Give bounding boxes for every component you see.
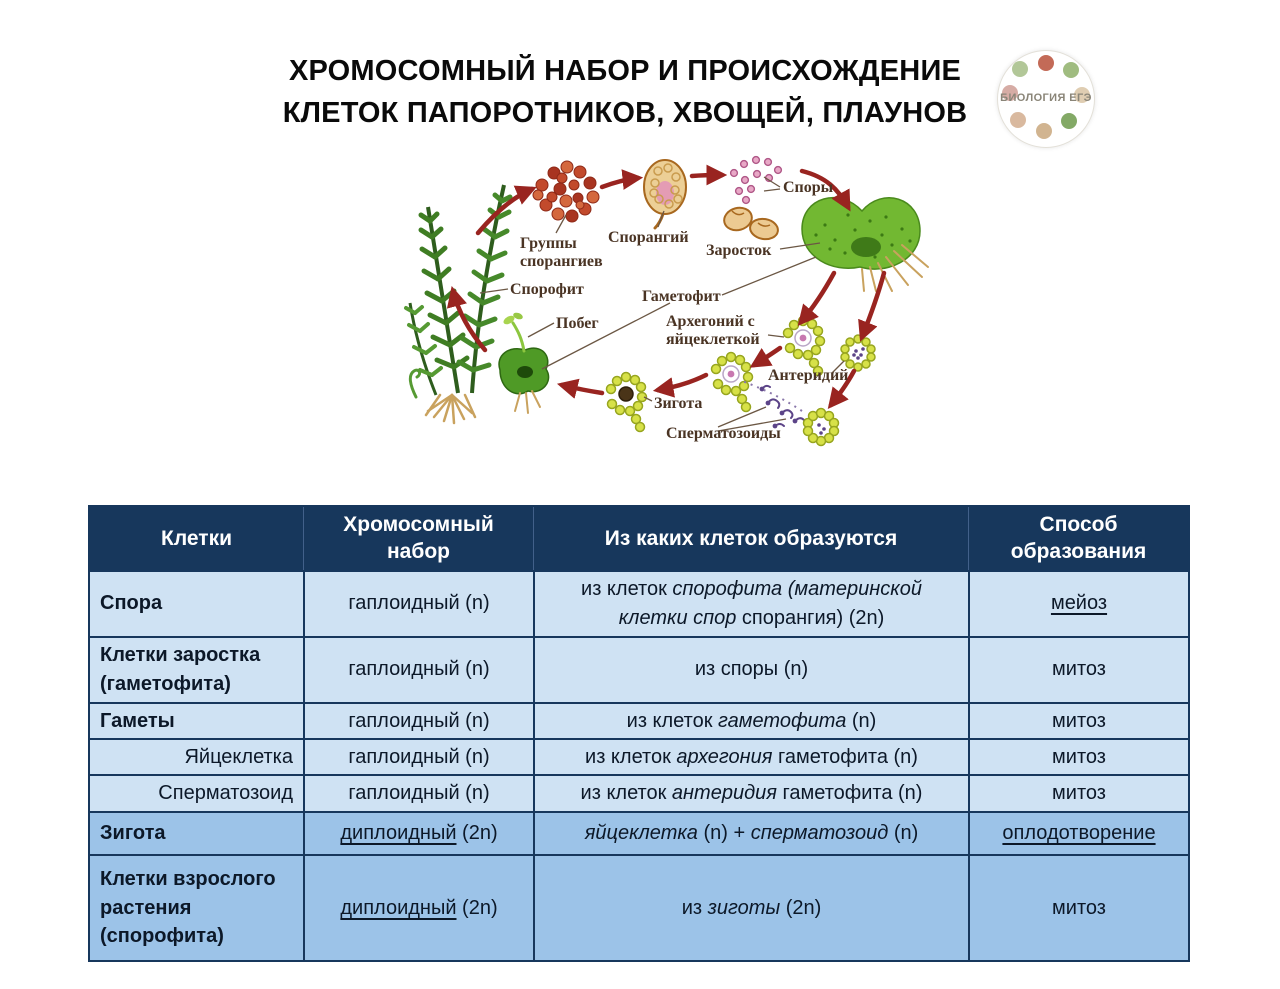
table-row <box>90 738 1188 774</box>
table-text-segment: митоз <box>1052 709 1106 732</box>
table-text-segment: антеридия <box>671 782 777 805</box>
table-cell-method <box>968 813 1188 854</box>
table-cell-chrom <box>303 776 533 810</box>
table-cell-name <box>90 856 303 960</box>
page-title <box>150 50 1100 134</box>
table-text-segment: из <box>681 896 708 919</box>
table-cell-origin <box>533 704 968 738</box>
table-cell-origin <box>533 740 968 774</box>
column-header-origin: Из каких клеток образуются <box>533 507 968 570</box>
table-text-segment: архегония <box>676 745 773 768</box>
table-cell-chrom <box>303 740 533 774</box>
table-text-segment: митоз <box>1052 896 1106 919</box>
sporangia-cluster-illustration <box>533 161 599 222</box>
table-row <box>90 774 1188 810</box>
table-text-segment: диплоидный <box>340 896 457 919</box>
table-text-segment: из клеток <box>626 709 719 732</box>
table-cell-origin <box>533 776 968 810</box>
snail-icon <box>1036 123 1052 139</box>
table-text-segment: спорофита (материнской клетки спор <box>618 578 922 629</box>
column-header-cells: Клетки <box>161 526 232 550</box>
table-text-segment: митоз <box>1052 782 1106 805</box>
cells-table <box>88 505 1190 962</box>
diagram-label-groups-sporangia: Группы спорангиев <box>520 235 603 270</box>
sporangium-illustration <box>644 160 686 228</box>
table-cell-name <box>90 572 303 636</box>
table-cell-method <box>968 776 1188 810</box>
column-header-formation-method: Способ образования <box>968 507 1188 570</box>
table-text-segment: из клеток <box>580 782 672 805</box>
table-text-segment: Клетки взрослого растения (спорофита) <box>100 868 276 947</box>
table-text-segment: гаметофита (n) <box>776 782 923 805</box>
table-text-segment: из клеток <box>585 745 677 768</box>
table-text-segment: (2n) <box>456 822 498 845</box>
zygote-illustration <box>607 373 647 432</box>
table-text-segment: гаметофита <box>718 709 847 732</box>
table-cell-name <box>90 638 303 702</box>
table-text-segment: мейоз <box>1050 592 1108 615</box>
diagram-label-spores: Споры <box>783 179 834 196</box>
diagram-label-antheridium: Антеридий <box>768 367 849 384</box>
table-cell-method <box>968 740 1188 774</box>
table-text-segment: диплоидный <box>340 822 457 845</box>
table-text-segment: гаплоидный (n) <box>348 745 490 768</box>
diagram-label-shoot: Побег <box>556 315 599 332</box>
table-text-segment: митоз <box>1052 658 1106 681</box>
table-cell-origin <box>533 856 968 960</box>
diagram-label-sporophyte: Спорофит <box>510 281 584 298</box>
logo-text: БИОЛОГИЯ ЕГЭ <box>1000 92 1092 104</box>
table-cell-name <box>90 776 303 810</box>
table-text-segment: (2n) <box>780 896 822 919</box>
diagram-label-sperm: Сперматозоиды <box>666 425 781 442</box>
table-cell-method <box>968 704 1188 738</box>
table-text-segment: Яйцеклетка <box>184 745 293 768</box>
table-cell-name <box>90 813 303 854</box>
table-text-segment: Клетки заростка (гаметофита) <box>100 644 261 695</box>
table-text-segment: гаметофита (n) <box>772 745 918 768</box>
table-text-segment: из споры (n) <box>694 658 809 681</box>
leaf-icon <box>1063 62 1079 78</box>
table-cell-origin <box>533 572 968 636</box>
table-text-segment: сперматозоид <box>750 822 889 845</box>
table-text-segment: Гаметы <box>100 709 175 732</box>
table-cell-method <box>968 856 1188 960</box>
table-text-segment: зиготы <box>707 896 781 919</box>
biology-ege-logo <box>997 50 1095 148</box>
page-title-line2: КЛЕТОК ПАПОРОТНИКОВ, ХВОЩЕЙ, ПЛАУНОВ <box>282 97 968 130</box>
table-text-segment: (n) <box>846 709 877 732</box>
table-text-segment: гаплоидный (n) <box>348 782 490 805</box>
table-cell-method <box>968 638 1188 702</box>
table-cell-name <box>90 704 303 738</box>
table-text-segment: Сперматозоид <box>158 782 293 805</box>
diagram-label-prothallus: Заросток <box>706 242 772 259</box>
table-cell-chrom <box>303 572 533 636</box>
table-cell-chrom <box>303 856 533 960</box>
page-title-line1: ХРОМОСОМНЫЙ НАБОР И ПРОИСХОЖДЕНИЕ <box>288 55 962 87</box>
table-cell-method <box>968 572 1188 636</box>
spores-illustration <box>722 157 782 242</box>
diagram-label-sporangium: Спорангий <box>608 229 689 246</box>
prothallus-illustration <box>802 198 928 291</box>
table-text-segment: Спора <box>100 592 163 615</box>
diagram-label-zygote: Зигота <box>654 395 703 412</box>
table-text-segment: митоз <box>1052 745 1106 768</box>
table-text-segment: (2n) <box>456 896 498 919</box>
table-text-segment: гаплоидный (n) <box>348 709 490 732</box>
beetle-icon <box>1038 55 1054 71</box>
table-cell-origin <box>533 813 968 854</box>
young-sporophyte-illustration <box>499 311 549 413</box>
table-text-segment: (n) + <box>697 822 751 845</box>
table-row <box>90 702 1188 738</box>
table-text-segment: спорангия) (2n) <box>736 606 885 629</box>
diagram-label-archegonium: Архегоний с яйцеклеткой <box>666 313 760 348</box>
column-header-chromosome-set: Хромосомный набор <box>303 507 533 570</box>
table-text-segment: гаплоидный (n) <box>348 592 490 615</box>
table-row <box>90 636 1188 702</box>
frog-icon <box>1061 113 1077 129</box>
table-cell-chrom <box>303 704 533 738</box>
plant-icon <box>1012 61 1028 77</box>
table-text-segment: (n) <box>888 822 919 845</box>
table-text-segment: гаплоидный (n) <box>348 658 490 681</box>
diagram-label-gametophyte: Гаметофит <box>642 288 721 305</box>
table-cell-name <box>90 740 303 774</box>
fern-life-cycle-diagram <box>370 145 940 465</box>
fertilization-archegonium-illustration <box>712 353 753 412</box>
table-row <box>90 854 1188 960</box>
table-body <box>90 570 1188 960</box>
table-text-segment: из клеток <box>581 578 673 601</box>
table-row <box>90 570 1188 636</box>
table-header-row <box>90 507 1188 570</box>
table-cell-chrom <box>303 638 533 702</box>
antheridium-illustration <box>841 335 875 371</box>
table-text-segment: яйцеклетка <box>584 822 698 845</box>
table-text-segment: оплодотворение <box>1002 822 1156 845</box>
table-cell-chrom <box>303 813 533 854</box>
table-row <box>90 811 1188 854</box>
mushroom-icon <box>1010 112 1026 128</box>
table-text-segment: Зигота <box>100 822 166 845</box>
table-cell-origin <box>533 638 968 702</box>
